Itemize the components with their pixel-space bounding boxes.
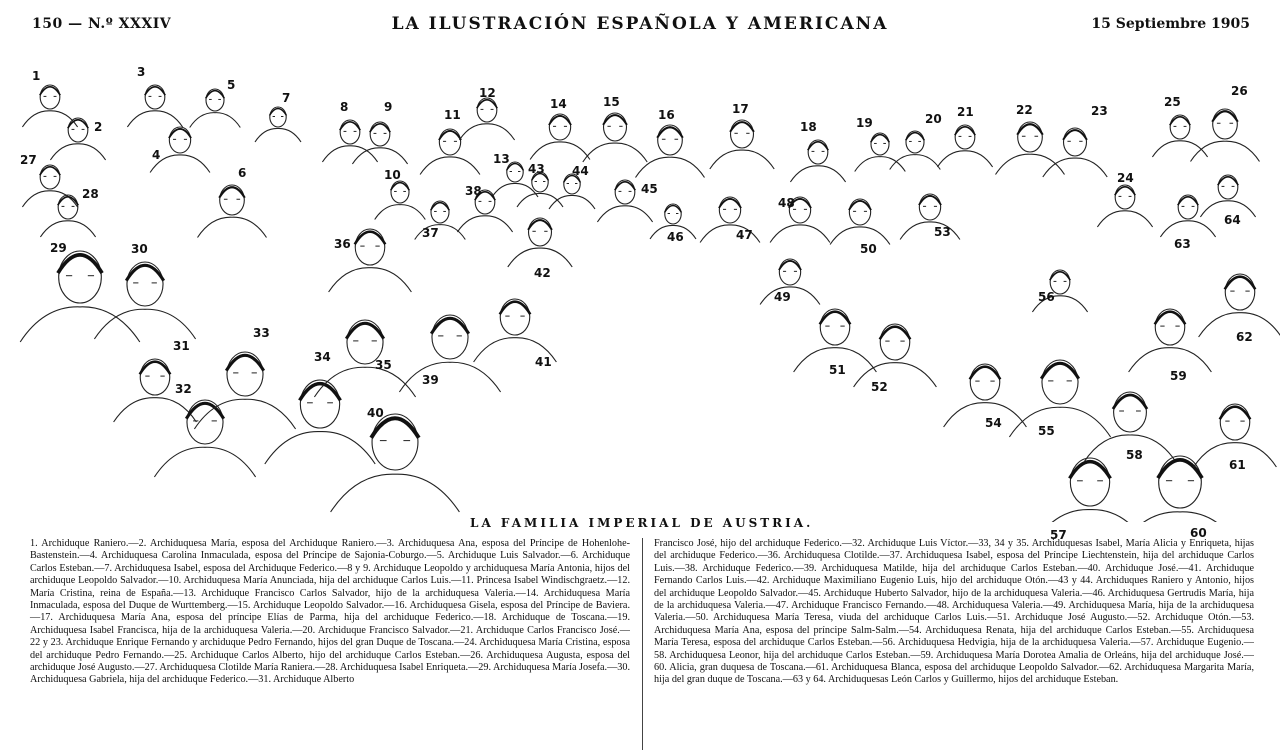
portrait-sketch (127, 85, 182, 127)
portrait-sketch (1191, 109, 1260, 162)
portrait-number: 15 (603, 95, 620, 109)
portrait-number: 2 (94, 120, 103, 134)
portrait-number: 22 (1016, 103, 1033, 117)
portrait-sketch (154, 400, 255, 477)
portrait-number: 35 (375, 358, 392, 372)
portrait-number: 44 (572, 164, 589, 178)
portrait-sketch (194, 352, 295, 429)
portrait-sketch (830, 199, 890, 245)
portrait-number: 56 (1038, 290, 1055, 304)
portrait-number: 51 (829, 363, 846, 377)
portrait-number: 48 (778, 196, 795, 210)
portrait-number: 23 (1091, 104, 1108, 118)
portrait-number: 3 (137, 65, 146, 79)
portrait-number: 14 (550, 97, 567, 111)
portrait-sketch (22, 165, 77, 207)
portrait-number: 59 (1170, 369, 1187, 383)
portrait-number: 10 (384, 168, 401, 182)
page-number: 150 — N.º XXXIV (32, 16, 172, 32)
portrait-number: 61 (1229, 458, 1246, 472)
portrait-sketch (900, 194, 960, 240)
portrait-sketch (420, 129, 480, 175)
portrait-number: 50 (860, 242, 877, 256)
portrait-sketches (0, 52, 1280, 522)
portrait-number: 32 (175, 382, 192, 396)
portrait-sketch (517, 172, 563, 207)
portrait-number: 4 (152, 148, 161, 162)
portrait-number: 60 (1190, 526, 1207, 540)
portrait-number: 28 (82, 187, 99, 201)
portrait-number: 64 (1224, 213, 1241, 227)
portrait-number: 39 (422, 373, 439, 387)
portrait-sketch (854, 324, 937, 387)
portrait-number: 53 (934, 225, 951, 239)
portrait-number: 8 (340, 100, 349, 114)
portrait-sketch (40, 195, 95, 237)
portrait-sketch (1097, 185, 1152, 227)
issue-date: 15 Septiembre 1905 (1091, 16, 1250, 32)
portrait-sketch (790, 140, 845, 182)
portrait-number: 20 (925, 112, 942, 126)
portrait-number: 38 (465, 184, 482, 198)
portrait-number: 6 (238, 166, 247, 180)
portrait-number: 21 (957, 105, 974, 119)
portrait-number: 42 (534, 266, 551, 280)
portrait-sketch (1009, 360, 1110, 437)
legend-column-right: Francisco José, hijo del archiduque Federico.—32. Archiduque Luis Víctor.—33, 34 y 35. Archiduquesas Isabel, María Alicia y Enriqueta, hijas del archiduque Federico.—36. Archiduquesa Clotilde.—37. Archiduquesa Isabel, esposa del Príncipe Liechtenstein, hija del archiduque Carlos Luis.—38. Archiduque Federico.—39. Archiduquesa Matilde, hija del archiduque Carlos Esteban.—40. Archiduque José.—41. Archiduque Fernando Carlos Luis.—42. Archiduque Maximiliano Eugenio Luis, hijo del archiduque Otón.—43 y 44. Archiduques Raniero y Antonio, hijos del archiduque Leopoldo Salvador.—45. Archiduque Huberto Salvador, hijo de la archiduquesa Valeria.—46. Archiduquesa Gertrudis María, hija de la archiduquesa Valeria.—47. Archiduque Francisco Fernando.—48. Archiduquesa Valeria.—49. Archiduquesa María, hija de la archiduquesa Valeria.—50. Archiduquesa María Teresa, viuda del archiduque Carlos Luis.—51. Archiduque José Augusto.—52. Archiduque Otón.—53. Archiduquesa María Ana, esposa del príncipe Salm-Salm.—54. Archiduquesa Renata, hija del archiduque Carlos Esteban.—55. Archiduquesa María Teresa, esposa del archiduque Carlos Esteban.—56. Archiduquesa Hedvigia, hija de la archiduquesa Valeria.—57. Archiduque Eugenio.—58. Archiduquesa Leonor, hija del archiduque Carlos Esteban.—59. Archiduquesa María Dorotea Amalia de Orleáns, hija del archiduque José.—60. Alicia, gran duquesa de Toscana.—61. Archiduquesa Blanca, esposa del archiduque Leopoldo Salvador.—62. Archiduquesa Margarita María, hija del gran duque de Toscana.—63 y 64. Archiduquesas León Carlos y Guillermo, hijos del archiduque Esteban. (654, 538, 1254, 686)
portrait-number: 12 (479, 86, 496, 100)
portrait-sketch (996, 122, 1065, 175)
legend-column-left: 1. Archiduque Raniero.—2. Archiduquesa María, esposa del Archiduque Raniero.—3. Archiduquesa Ana, esposa del Príncipe de Hohenlohe-Bastenstein.—4. Archiduquesa Carolina Inmaculada, esposa del Príncipe de Sajonia-Coburgo.—5. Archiduque Luis Salvador.—6. Archiduque Carlos Esteban.—7. Archiduquesa Isabel, esposa del Archiduque Federico.—8 y 9. Archiduque Leopoldo y archiduquesa María Antonia, hijos del archiduque Leopoldo Salvador.—10. Archiduquesa María Anunciada, hija del archiduque Carlos Luis.—11. Princesa Isabel Windischgraetz.—12. María Cristina, reina de España.—13. Archiduque Francisco Carlos Salvador, hijo de la archiduquesa Valeria.—14. Archiduquesa María Inmaculada, esposa del Duque de Wurttemberg.—15. Archiduque Leopoldo Salvador.—16. Archiduquesa Gisela, esposa del Príncipe de Baviera.—17. Archiduquesa María Ana, esposa del príncipe Elías de Parma, hija del archiduque Federico.—18. Archiduque de Toscana.—19. Archiduquesa Isabel Francisca, hija de la archiduquesa Valeria.—20. Archiduque Francisco Salvador.—21. Archiduque Carlos Francisco José.—22 y 23. Archiduque Enrique Fernando y archiduque Pedro Fernando, hijos del gran Duque de Toscana.—24. Archiduquesa María Cristina, esposa del archiduque Pedro Fernando.—25. Archiduque Carlos Alberto, hijo del archiduque Carlos Esteban.—26. Archiduquesa Augusta, esposa del archiduque José Augusto.—27. Archiduquesa Clotilde María Raniera.—28. Archiduquesa Isabel Enriqueta.—29. Archiduquesa María Josefa.—30. Archiduquesa Gabriela, hija del archiduque Federico.—31. Archiduque Alberto (30, 538, 630, 686)
portrait-number: 18 (800, 120, 817, 134)
portrait-sketch (636, 125, 705, 178)
portrait-number: 43 (528, 162, 545, 176)
portrait-number: 5 (227, 78, 236, 92)
portrait-sketch (890, 131, 941, 170)
portrait-number: 19 (856, 116, 873, 130)
portrait-sketch (265, 380, 375, 464)
portrait-sketch (1043, 128, 1107, 177)
column-divider (642, 538, 643, 750)
portrait-number: 63 (1174, 237, 1191, 251)
portrait-sketch (375, 181, 426, 220)
portrait-sketch (1120, 456, 1240, 522)
portrait-sketch (331, 414, 460, 512)
portrait-sketch (94, 262, 195, 339)
portrait-sketch (937, 125, 992, 167)
portrait-sketch (1199, 274, 1280, 337)
portrait-number: 33 (253, 326, 270, 340)
portrait-number: 7 (282, 91, 291, 105)
portrait-number: 37 (422, 226, 439, 240)
portrait-number: 25 (1164, 95, 1181, 109)
portrait-sketch (530, 114, 590, 160)
portrait-number: 45 (641, 182, 658, 196)
portrait-sketch (549, 174, 595, 209)
portrait-sketch (198, 185, 267, 238)
portrait-sketch (1160, 195, 1215, 237)
portrait-number: 49 (774, 290, 791, 304)
portrait-number: 62 (1236, 330, 1253, 344)
portrait-number: 58 (1126, 448, 1143, 462)
portrait-sketch (322, 120, 377, 162)
publication-title: LA ILUSTRACIÓN ESPAÑOLA Y AMERICANA (391, 14, 889, 34)
portrait-number: 11 (444, 108, 461, 122)
portrait-number: 55 (1038, 424, 1055, 438)
portrait-sketch (1200, 175, 1255, 217)
portrait-number: 9 (384, 100, 393, 114)
portrait-sketch (352, 122, 407, 164)
portrait-sketch (22, 85, 77, 127)
portrait-number: 41 (535, 355, 552, 369)
illustration-caption: LA FAMILIA IMPERIAL DE AUSTRIA. (470, 516, 814, 530)
portrait-number: 54 (985, 416, 1002, 430)
portrait-sketch (1035, 458, 1145, 522)
portrait-number: 13 (493, 152, 510, 166)
portrait-number: 27 (20, 153, 37, 167)
portrait-sketch (459, 98, 514, 140)
portrait-sketch (474, 299, 557, 362)
portrait-number: 36 (334, 237, 351, 251)
portrait-number: 26 (1231, 84, 1248, 98)
legend-text (30, 538, 1256, 748)
portrait-number: 30 (131, 242, 148, 256)
portrait-number: 46 (667, 230, 684, 244)
portrait-number: 40 (367, 406, 384, 420)
portrait-number: 1 (32, 69, 41, 83)
page-header (0, 0, 1280, 44)
portrait-sketch (399, 315, 500, 392)
portrait-number: 57 (1050, 528, 1067, 542)
portrait-sketch (508, 218, 572, 267)
portrait-sketch (255, 107, 301, 142)
portrait-number: 29 (50, 241, 67, 255)
portrait-sketch (1129, 309, 1212, 372)
portrait-sketch (855, 133, 906, 172)
family-portrait-illustration (0, 52, 1280, 542)
portrait-sketch (20, 251, 140, 342)
portrait-sketch (710, 120, 774, 169)
portrait-number: 31 (173, 339, 190, 353)
portrait-number: 24 (1117, 171, 1134, 185)
portrait-number: 52 (871, 380, 888, 394)
portrait-sketch (190, 89, 241, 128)
portrait-number: 47 (736, 228, 753, 242)
portrait-number: 17 (732, 102, 749, 116)
portrait-number: 16 (658, 108, 675, 122)
portrait-sketch (583, 113, 647, 162)
portrait-number: 34 (314, 350, 331, 364)
